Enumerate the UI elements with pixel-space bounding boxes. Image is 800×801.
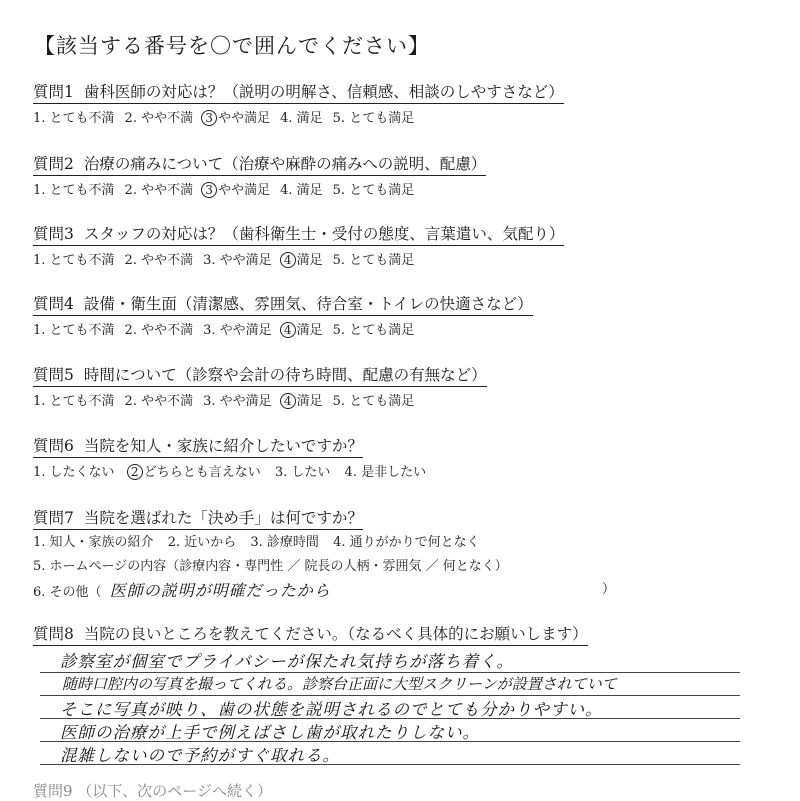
q8-answer-line-5: 混雑しないので予約がすぐ取れる。 [60, 746, 340, 765]
q6-number: 質問6 [33, 437, 74, 455]
q5-option-4[interactable]: 4 満足 [282, 390, 323, 409]
q8-title [33, 622, 588, 646]
q8-answer-line-4: 医師の治療が上手で例えばさし歯が取れたりしない。 [60, 723, 480, 742]
q1-option-3[interactable]: 3 やや満足 [203, 107, 270, 126]
q3-options [33, 249, 424, 268]
q4-option-3[interactable]: 3. やや満足 [203, 323, 272, 338]
q7-title [33, 506, 363, 530]
q5-option-1[interactable]: 1. とても不満 [33, 394, 115, 409]
q2-option-3[interactable]: 3 やや満足 [203, 179, 270, 198]
q3-option-5[interactable]: 5. とても満足 [332, 253, 415, 268]
q2-option-2[interactable]: 2. やや不満 [124, 183, 194, 198]
q4-option-2[interactable]: 2. やや不満 [124, 323, 194, 338]
q7-option-6[interactable] [33, 578, 331, 601]
q3-number: 質問3 [33, 225, 74, 243]
q5-option-2[interactable]: 2. やや不満 [124, 394, 194, 409]
q5-text: 時間について（診察や会計の待ち時間、配慮の有無など） [83, 366, 487, 384]
q7-number: 質問7 [33, 509, 74, 527]
q6-text: 当院を知人・家族に紹介したいですか？ [83, 437, 363, 455]
q7-options-row1 [33, 531, 490, 550]
q3-option-1[interactable]: 1. とても不満 [33, 253, 115, 268]
circle-mark: 4 [280, 252, 296, 268]
q1-title [33, 80, 564, 104]
q2-option-4[interactable]: 4. 満足 [280, 183, 323, 198]
q2-text: 治療の痛みについて（治療や麻酔の痛みへの説明、配慮） [83, 155, 487, 173]
q5-number: 質問5 [33, 366, 74, 384]
q4-option-1[interactable]: 1. とても不満 [33, 323, 115, 338]
q8-answer-line-3: そこに写真が映り、歯の状態を説明されるのでとても分かりやすい。 [60, 700, 603, 719]
q7-option-5[interactable]: 5. ホームページの内容（診療内容・専門性 ／ 院長の人柄・雰囲気 ／ 何となく） [33, 559, 508, 574]
q4-options [33, 319, 424, 338]
q7-option-1[interactable]: 1. 知人・家族の紹介 [33, 535, 154, 550]
q3-text: スタッフの対応は？（歯科衛生士・受付の態度、言葉遣い、気配り） [83, 225, 565, 243]
q7-other-close: ） [602, 582, 616, 597]
q2-option-5[interactable]: 5. とても満足 [332, 183, 415, 198]
q7-text: 当院を選ばれた「決め手」は何ですか？ [83, 509, 363, 527]
q1-option-5[interactable]: 5. とても満足 [332, 111, 415, 126]
q1-options [33, 107, 424, 126]
q3-option-2[interactable]: 2. やや不満 [124, 253, 194, 268]
q6-option-2[interactable]: 2 どちらとも言えない [129, 461, 261, 480]
q8-text: 当院の良いところを教えてください。（なるべく具体的にお願いします） [83, 625, 588, 643]
q2-title [33, 152, 486, 176]
q2-option-1[interactable]: 1. とても不満 [33, 183, 115, 198]
circle-mark: 4 [280, 322, 296, 338]
q7-other-label: 6. その他（ [33, 585, 102, 600]
q3-title [33, 222, 564, 246]
q2-options [33, 179, 424, 198]
next-question-fragment: 質問9 （以下、次のページへ続く） [33, 782, 273, 800]
q5-option-5[interactable]: 5. とても満足 [332, 394, 415, 409]
q1-option-1[interactable]: 1. とても不満 [33, 111, 115, 126]
q1-text: 歯科医師の対応は？（説明の明解さ、信頼感、相談のしやすさなど） [83, 83, 564, 101]
q4-number: 質問4 [33, 295, 74, 313]
q8-answer-line-1: 診察室が個室でプライバシーが保たれ気持ちが落ち着く。 [60, 652, 514, 671]
q8-answer-line-2: 随時口腔内の写真を撮ってくれる。診察台正面に大型スクリーンが設置されていて [62, 675, 617, 693]
q6-option-3[interactable]: 3. したい [274, 465, 331, 480]
q5-options [33, 390, 424, 409]
q1-number: 質問1 [33, 83, 74, 101]
circle-mark: 2 [127, 464, 143, 480]
q4-text: 設備・衛生面（清潔感、雰囲気、待合室・トイレの快適さなど） [83, 295, 533, 313]
q4-title [33, 292, 533, 316]
circle-mark: 4 [280, 393, 296, 409]
q4-option-4[interactable]: 4 満足 [282, 319, 323, 338]
circle-mark: 3 [201, 110, 217, 126]
q5-title [33, 363, 487, 387]
q3-option-3[interactable]: 3. やや満足 [203, 253, 272, 268]
q6-options [33, 461, 436, 480]
q6-title [33, 434, 363, 458]
q2-number: 質問2 [33, 155, 74, 173]
instruction-heading: 【該当する番号を〇で囲んでください】 [34, 34, 430, 58]
q7-option-4[interactable]: 4. 通りがかりで何となく [333, 535, 480, 550]
q6-option-4[interactable]: 4. 是非したい [344, 465, 427, 480]
q8-number: 質問8 [33, 625, 74, 643]
q7-option-2[interactable]: 2. 近いから [167, 535, 237, 550]
q5-option-3[interactable]: 3. やや満足 [203, 394, 272, 409]
q6-option-1[interactable]: 1. したくない [33, 465, 115, 480]
q3-option-4[interactable]: 4 満足 [282, 249, 323, 268]
q7-option-3[interactable]: 3. 診療時間 [250, 535, 319, 550]
q7-other-handwritten: 医師の説明が明確だったから [109, 581, 331, 600]
q4-option-5[interactable]: 5. とても満足 [332, 323, 415, 338]
q1-option-4[interactable]: 4. 満足 [280, 111, 323, 126]
q1-option-2[interactable]: 2. やや不満 [124, 111, 194, 126]
circle-mark: 3 [201, 182, 217, 198]
